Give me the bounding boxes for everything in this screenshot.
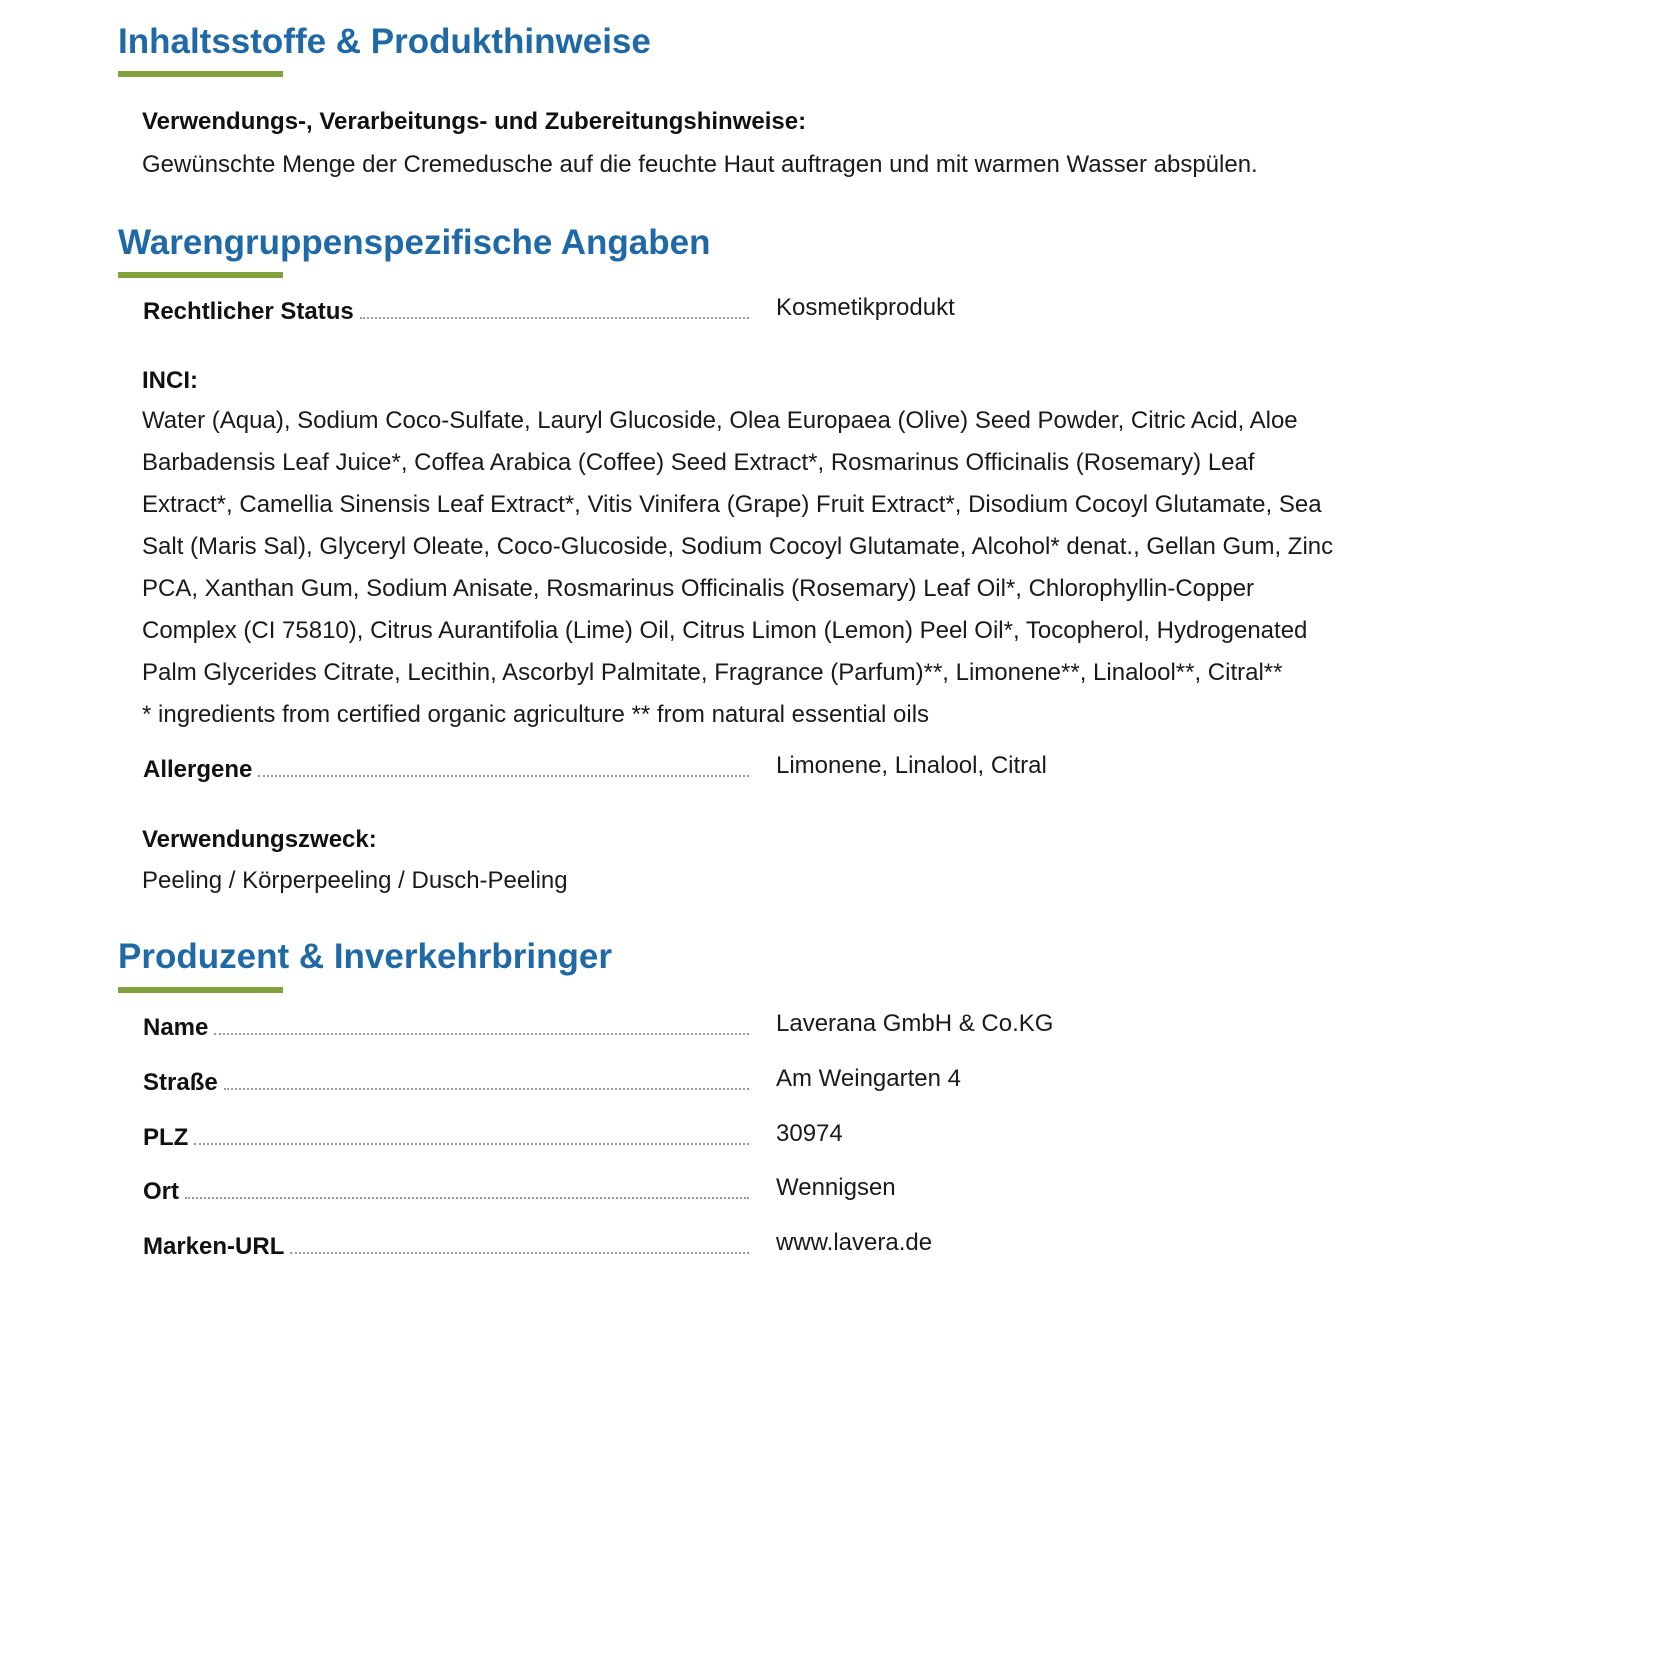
legal-status-label: Rechtlicher Status bbox=[143, 298, 360, 326]
producer-label: Ort bbox=[143, 1178, 185, 1206]
inci-line: PCA, Xanthan Gum, Sodium Anisate, Rosmarinus Officinalis (Rosemary) Leaf Oil*, Chlorophyllin-Copper bbox=[142, 575, 1255, 602]
section-rule bbox=[118, 987, 283, 993]
allergens-value: Limonene, Linalool, Citral bbox=[776, 752, 1047, 779]
inci-text bbox=[142, 400, 1333, 736]
producer-key bbox=[143, 1118, 749, 1152]
inci-line: Salt (Maris Sal), Glyceryl Oleate, Coco-Glucoside, Sodium Cocoyl Glutamate, Alcohol* denat., Gellan Gum, Zinc bbox=[142, 533, 1334, 560]
section-title-product-group: Warengruppenspezifische Angaben bbox=[118, 223, 711, 262]
producer-key bbox=[143, 1063, 749, 1097]
producer-key bbox=[143, 1227, 749, 1261]
section-title-ingredients: Inhaltsstoffe & Produkthinweise bbox=[118, 22, 651, 61]
allergens-label: Allergene bbox=[143, 756, 258, 784]
dot-leader bbox=[258, 775, 749, 777]
dot-leader bbox=[290, 1252, 749, 1254]
dot-leader bbox=[360, 317, 749, 319]
section-rule bbox=[118, 71, 283, 77]
inci-line: Barbadensis Leaf Juice*, Coffea Arabica (Coffee) Seed Extract*, Rosmarinus Officinalis (Rosemary) Leaf bbox=[142, 449, 1255, 476]
inci-label: INCI: bbox=[142, 367, 198, 394]
producer-label: Name bbox=[143, 1014, 214, 1042]
producer-value: 30974 bbox=[776, 1120, 843, 1147]
allergens-key bbox=[143, 750, 749, 784]
producer-row-name bbox=[143, 1008, 1343, 1048]
inci-footnote: * ingredients from certified organic agriculture ** from natural essential oils bbox=[142, 701, 930, 728]
producer-label: Marken-URL bbox=[143, 1233, 290, 1261]
legal-status-value: Kosmetikprodukt bbox=[776, 294, 955, 321]
inci-line: Water (Aqua), Sodium Coco-Sulfate, Lauryl Glucoside, Olea Europaea (Olive) Seed Powder, Citric Acid, Aloe bbox=[142, 407, 1298, 434]
producer-label: PLZ bbox=[143, 1124, 194, 1152]
section-title-producer: Produzent & Inverkehrbringer bbox=[118, 937, 612, 976]
producer-value: Wennigsen bbox=[776, 1174, 896, 1201]
dot-leader bbox=[194, 1143, 749, 1145]
legal-status-key bbox=[143, 292, 749, 326]
producer-label: Straße bbox=[143, 1069, 224, 1097]
producer-key bbox=[143, 1172, 749, 1206]
inci-line: Extract*, Camellia Sinensis Leaf Extract*, Vitis Vinifera (Grape) Fruit Extract*, Disodium Cocoyl Glutamate, Sea bbox=[142, 491, 1322, 518]
inci-line: Palm Glycerides Citrate, Lecithin, Ascorbyl Palmitate, Fragrance (Parfum)**, Limonene**, Linalool**, Citral** bbox=[142, 659, 1283, 686]
section-rule bbox=[118, 272, 283, 278]
dot-leader bbox=[224, 1088, 749, 1090]
usage-label: Verwendungs-, Verarbeitungs- und Zubereitungshinweise: bbox=[142, 108, 807, 135]
producer-row-street bbox=[143, 1063, 1343, 1103]
dot-leader bbox=[214, 1033, 749, 1035]
producer-row-city bbox=[143, 1172, 1343, 1212]
producer-key bbox=[143, 1008, 749, 1042]
producer-value: Am Weingarten 4 bbox=[776, 1065, 961, 1092]
allergens-row bbox=[143, 750, 1343, 790]
legal-status-row bbox=[143, 292, 1343, 332]
producer-value: Laverana GmbH & Co.KG bbox=[776, 1010, 1054, 1037]
brand-url-link[interactable]: www.lavera.de bbox=[776, 1229, 933, 1256]
producer-row-zip bbox=[143, 1118, 1343, 1158]
purpose-text: Peeling / Körperpeeling / Dusch-Peeling bbox=[142, 867, 568, 894]
dot-leader bbox=[185, 1197, 749, 1199]
inci-line: Complex (CI 75810), Citrus Aurantifolia (Lime) Oil, Citrus Limon (Lemon) Peel Oil*, Tocopherol, Hydrogenated bbox=[142, 617, 1308, 644]
purpose-label: Verwendungszweck: bbox=[142, 826, 377, 853]
producer-row-url bbox=[143, 1227, 1343, 1267]
usage-text: Gewünschte Menge der Cremedusche auf die feuchte Haut auftragen und mit warmen Wasser abspülen. bbox=[142, 151, 1258, 178]
